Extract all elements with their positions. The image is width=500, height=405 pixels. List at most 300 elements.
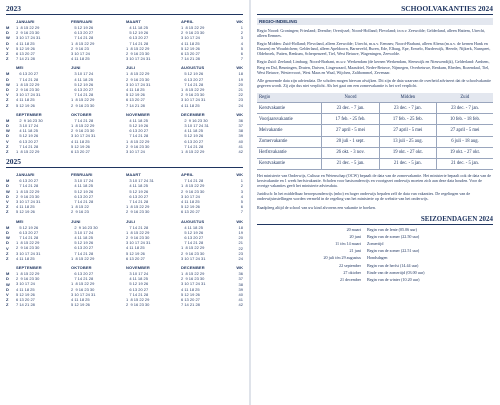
week-number: 3 [240,188,243,194]
vacation-title: SCHOOLVAKANTIES 2024 [257,4,493,15]
table-header: Zuid [437,93,494,103]
week-number: 38 [238,128,243,134]
vacation-name-cell: Herfstvakantie [257,147,322,158]
day-row: 5 12 19 26 [181,45,200,51]
day-row: 4 11 18 25 [16,40,35,46]
vacation-name-cell: Voorjaarsvakantie [257,114,322,125]
day-row: 3 10 17 24 31 [16,92,41,98]
day-row: 2 9 16 23 30 [126,76,150,82]
day-row: 3 10 17 24 31 [16,35,41,41]
weekday-letter: W [6,188,10,194]
month-name: JANUARI [16,172,35,178]
month-name: SEPTEMBER [16,265,42,271]
day-row: 3 10 17 24 [71,50,90,56]
week-number: 21 [238,87,243,93]
day-row: 5 12 19 26 [181,204,200,210]
week-number-column [233,19,243,61]
vacation-name-cell: Kerstvakantie [257,158,322,169]
day-row: 4 11 18 25 [126,86,145,92]
day-row: 3 10 17 24 31 [126,178,154,184]
day-row: 3 10 17 24 [181,35,200,41]
weekday-letter: Z [6,102,9,108]
day-row: 1 8 15 22 29 [181,148,205,154]
month-name: JUNI [71,218,81,224]
month-grid [126,65,178,107]
month-grid [71,219,123,261]
weekday-letter: V [6,199,9,205]
day-row: 2 9 16 23 30 [126,235,150,241]
day-row: 7 14 21 28 [71,35,94,41]
week-number-column [233,172,243,214]
advies-text: Alle genoemde data zijn adviesdata. De scholen mogen hiervan afwijken. Dit zijn de data waarvan de overheid adviseert dat de schoolvakantie gegeven wordt. Zij zijn dus niet verplicht. Als het gaat om een zomervakantie is het wel verplicht. [257,77,491,88]
month-name: JULI [126,65,136,71]
weekday-letter: Z [6,255,9,261]
day-row: 7 14 21 28 [181,143,204,149]
calendar-block [6,19,243,61]
seizoen-text: Hondsdagen [367,255,388,261]
vacation-date-cell: 19 okt. - 27 okt. [437,147,494,158]
weekday-column [6,265,16,307]
month-grid [181,265,233,307]
weekday-column [6,172,16,214]
day-row: 6 13 20 27 [71,245,94,251]
right-page [251,0,500,405]
day-row: 3 10 17 24 31 [126,56,151,62]
vacation-date-cell: 20 juli - 1 sept. [322,136,379,147]
month-grid [16,19,68,61]
day-row: 4 11 18 25 [71,56,90,62]
seizoen-text: Begin van de zomer (22.50 uur) [367,233,420,239]
week-number: 19 [238,76,243,82]
day-row: 3 10 17 24 31 [71,291,96,297]
seizoen-text: Einde van de zomertijd (03.00 uur) [367,269,425,275]
weekday-letter: D [6,76,9,82]
vacation-date-cell: 27 april - 5 mei [437,125,494,136]
month-name: NOVEMBER [126,111,150,117]
day-row: 3 10 17 24 31 [16,199,41,205]
day-row: 2 9 16 23 30 [16,276,40,282]
week-number: 36 [238,271,243,277]
day-row: 7 14 21 28 [126,40,149,46]
table-row [257,102,493,113]
month-grid [181,219,233,261]
weekday-letter: W [6,235,10,241]
calendar-block [6,265,243,307]
day-row: 1 8 15 22 29 [181,25,205,30]
day-row: 7 14 21 28 [16,143,39,149]
ocw-text: Het ministerie van Onderwijs, Cultuur en Wetenschap (OCW) bepaalt de data van de zomervakantie. Het ministerie bepaalt ook de data van de kerstvakantie en 1 week herfstvakantie. Scholen voor basisonderwijs en voortgezet onderwijs moeten zich aan deze data houden. Voor de overige vakanties geeft het ministerie adviesdata. [257,173,492,189]
weekday-letter: Z [6,51,9,57]
vacation-date-cell: 23 dec. - 7 jan. [437,102,494,113]
month-grid [71,65,123,107]
calendar-block [6,219,243,261]
month-name: MAART [126,19,141,24]
day-row: 5 12 19 26 [71,302,90,308]
day-row: 4 11 18 25 [181,102,200,108]
day-row: 4 11 18 25 [126,117,148,123]
month-name: MEI [16,218,24,224]
month-grid [181,172,233,214]
week-label: WK [236,218,243,224]
week-number: 22 [238,92,243,98]
weekday-letter: M [6,117,10,123]
day-row: 1 8 15 22 29 [126,297,150,303]
vacation-date-cell: 10 feb. - 18 feb. [437,114,494,125]
day-row: 2 9 16 23 30 [16,245,40,251]
day-row: 6 13 20 27 [126,286,149,292]
week-number: 5 [240,45,243,51]
seizoen-row [257,270,493,275]
day-row: 5 12 19 26 [16,102,35,108]
week-number: 23 [238,250,243,256]
week-number: 18 [238,224,243,230]
seizoen-row [257,227,493,232]
week-number: 39 [238,133,243,139]
weekday-letter: Z [6,250,9,256]
vacation-date-cell: 27 april - 5 mei [379,125,436,136]
day-row: 4 11 18 25 [71,297,90,303]
weekday-letter: D [6,193,9,199]
day-row: 7 14 21 28 [16,235,39,241]
day-row: 4 11 18 25 [16,255,35,261]
week-number: 1 [240,178,243,184]
day-row: 1 8 15 22 29 [16,188,40,194]
weekday-letter: Z [6,302,9,308]
seizoen-row [257,263,493,268]
month-name: OKTOBER [71,111,92,117]
week-number: 40 [238,291,243,297]
weekday-letter: W [6,128,10,134]
day-row: 7 14 21 28 [16,302,35,308]
day-row: 2 9 16 23 30 [16,117,43,123]
vacation-name-cell: Kerstvakantie [257,102,322,113]
month-grid [181,112,233,154]
weekday-letter: M [6,178,10,184]
month-grid [181,65,233,107]
weekday-letter: D [6,40,9,46]
seizoen-list [257,227,493,283]
table-row [257,147,493,158]
seizoen-row [257,241,493,246]
week-number: 18 [238,71,243,77]
week-number: 1 [240,25,243,30]
day-row: 7 14 21 28 [126,199,149,205]
day-row: 7 14 21 28 [71,117,94,123]
day-row: 7 14 21 28 [71,276,94,282]
vacation-date-cell: 23 dec. - 7 jan. [322,102,379,113]
day-row: 7 14 21 28 [181,178,204,184]
day-row: 3 10 17 24 [126,271,149,277]
week-number: 39 [238,286,243,292]
day-row: 2 9 16 23 30 [16,193,40,199]
day-row: 4 11 18 25 [126,25,148,30]
month-name: MEI [16,65,24,71]
day-row: 4 11 18 25 [71,183,93,189]
week-number: 2 [240,183,243,189]
year-heading-2025: 2025 [6,157,243,168]
day-row: 1 8 15 22 29 [181,271,205,277]
day-row: 4 11 18 25 [16,204,35,210]
day-row: 3 10 17 24 [181,193,200,199]
day-row: 7 14 21 28 [16,183,39,189]
weekday-letter: D [6,87,9,93]
week-number: 24 [238,255,243,261]
day-row: 1 8 15 22 29 [16,271,40,277]
day-row: 5 12 19 26 [126,188,149,194]
calendar-block [6,112,243,154]
month-grid [71,265,123,307]
day-row: 7 14 21 28 [71,199,94,205]
month-grid [71,112,123,154]
weekday-letter: W [6,81,10,87]
day-row: 6 13 20 27 [16,297,35,303]
weekday-column [6,19,16,61]
weekday-letter: W [6,35,10,41]
month-grid [126,19,178,61]
month-grid [71,172,123,214]
seizoen-date: 20 juli t/m 29 augustus [323,255,361,261]
seizoendagen-title: SEIZOENDAGEN 2024 [257,214,493,225]
raadpleeg-text: Raadpleeg altijd de school van uw kind alvorens een vakantie te boeken. [257,204,376,210]
weekday-letter: M [6,271,10,277]
weekday-letter: D [6,240,9,246]
juridisch-text: Juridisch: In het middelbaar beroepsonderwijs (mbo) en hoger onderwijs bepalen zelf de data van vakanties. De regelingen van de onderwijsinstellingen worden vermeld in de regeling van het ministerie op de website van het onderwijs. [257,191,471,202]
seizoen-text: Begin van de herfst (14.44 uur) [367,262,419,268]
day-row: 3 10 17 24 31 [16,250,41,256]
months-row [16,219,233,261]
day-row: 7 14 21 28 [126,102,145,108]
weekday-column [6,112,16,154]
day-row: 1 8 15 22 29 [16,25,40,30]
month-name: DECEMBER [181,265,205,271]
day-row: 6 13 20 27 [126,128,149,134]
day-row: 4 11 18 25 [126,245,145,251]
month-name: OKTOBER [71,265,92,271]
vacation-date-cell: 17 feb. - 25 feb. [379,114,436,125]
day-row: 7 14 21 28 [181,302,200,308]
month-grid [16,265,68,307]
vacation-date-cell: 17 feb. - 25 feb. [322,114,379,125]
week-label: WK [236,65,243,71]
week-number: 42 [238,149,243,155]
day-row: 1 8 15 22 [71,204,89,210]
seizoen-date: 20 maart [346,226,361,232]
vacation-date-cell: 21 dec. - 5 jan. [437,158,494,169]
seizoen-date: 21 juni [349,248,361,254]
week-number-column [233,265,243,307]
seizoen-row [257,277,493,282]
month-grid [71,19,123,61]
day-row: 5 12 19 26 [71,143,90,149]
calendar-block [6,65,243,107]
month-name: DECEMBER [181,111,205,117]
day-row: 2 9 16 23 30 [181,188,205,194]
day-row: 1 8 15 22 29 [16,81,40,87]
table-header: Regio [257,93,322,103]
month-grid [126,172,178,214]
months-row [16,172,233,214]
table-row [257,125,493,136]
day-row: 6 13 20 27 [126,97,145,103]
day-row: 7 14 21 28 [16,56,35,62]
week-number: 5 [240,199,243,205]
day-row: 3 10 17 24 [16,123,39,129]
month-name: APRIL [181,19,194,24]
day-row: 4 11 18 25 [16,286,35,292]
week-number-column [233,219,243,261]
week-number: 37 [238,276,243,282]
day-row: 5 12 19 26 [16,45,35,51]
day-row: 3 10 17 24 [16,281,35,287]
day-row: 7 14 21 28 [71,250,94,256]
day-row: 2 9 16 23 30 [181,92,205,98]
seizoen-date: 11 t/m 14 maart [335,241,361,247]
month-name: JANUARI [16,19,35,24]
day-row: 3 10 17 24 31 [181,97,206,103]
week-number: 3 [240,35,243,41]
seizoen-text: Zomertijd [367,241,384,247]
day-row: 6 13 20 27 [126,35,149,41]
week-number: 37 [238,123,243,129]
month-name: AUGUSTUS [181,218,205,224]
day-row: 4 11 18 25 [126,276,148,282]
weekday-letter: D [6,183,9,189]
table-row [257,114,493,125]
month-name: JULI [126,218,136,224]
day-row: 5 12 19 26 [181,229,204,235]
day-row: 7 14 21 28 [16,76,39,82]
calendar-block [6,172,243,214]
day-row: 2 9 16 23 30 [181,250,205,256]
month-grid [16,65,68,107]
day-row: 5 12 19 26 [126,281,149,287]
day-row: 1 8 15 22 29 [71,97,95,103]
week-number: 22 [238,245,243,251]
day-row: 3 10 17 24 [71,71,94,77]
day-row: 1 8 15 22 29 [126,138,150,144]
day-row: 1 8 15 22 29 [71,123,95,129]
week-number: 6 [240,204,243,210]
day-row: 5 12 19 26 [126,250,145,256]
week-number: 7 [240,56,243,62]
vacation-date-cell: 26 okt. - 3 nov. [322,147,379,158]
day-row: 3 10 17 24 31 [71,133,96,139]
seizoen-date: 20 juni [349,233,361,239]
weekday-letter: V [6,45,9,51]
weekday-letter: D [6,229,9,235]
day-row: 5 12 19 26 [16,291,35,297]
month-grid [16,172,68,214]
day-row: 6 13 20 27 [71,193,94,199]
day-row: 4 11 18 25 [181,199,200,205]
day-row: 6 13 20 27 [16,138,39,144]
weekday-letter: V [6,291,9,297]
table-row [257,158,493,169]
week-label: WK [236,111,243,117]
day-row: 1 8 15 22 29 [16,148,40,154]
seizoen-date: 21 december [339,277,361,283]
day-row: 5 12 19 26 [16,209,35,215]
day-row: 2 9 16 23 30 [71,286,95,292]
day-row: 3 10 17 24 [126,148,145,154]
day-row: 1 8 15 22 29 [181,183,205,189]
weekday-letter: Z [6,297,9,303]
day-row: 1 8 15 22 29 [126,45,150,51]
seizoen-text: Begin van de winter (10.20 uur) [367,277,420,283]
day-row: 2 9 16 23 30 [71,224,98,230]
weekday-letter: D [6,286,9,292]
day-row: 5 12 19 26 [181,71,204,77]
day-row: 6 13 20 27 [126,193,149,199]
month-grid [126,265,178,307]
day-row: 7 14 21 28 [71,92,94,98]
day-row: 3 10 17 24 [71,229,94,235]
day-row: 7 14 21 28 [126,133,149,139]
table-header: Noord [322,93,379,103]
table-row [257,136,493,147]
week-label: WK [236,172,243,178]
day-row: 2 9 16 23 [71,209,89,215]
day-row: 5 12 19 26 [71,25,94,30]
weekday-column [6,219,16,261]
regio-noord-text: Regio Noord: Groningen; Friesland; Drenthe; Overijssel; Noord-Holland; Flevoland; in n.v. Zeewolde; Gelderland, alleen Hattem, Utrecht, alleen Eemnes. [257,28,486,39]
day-row: 3 10 17 24 31 [181,255,206,261]
day-row: 4 11 18 25 [71,76,93,82]
day-row: 2 9 16 23 30 [126,209,150,215]
weekday-letter: V [6,92,9,98]
day-row: 5 12 19 26 [16,133,39,139]
vacation-name-cell: Zomervakantie [257,136,322,147]
weekday-letter: D [6,123,9,129]
weekday-letter: D [6,276,9,282]
week-number: 41 [238,143,243,149]
day-row: 3 10 17 24 31 [126,240,151,246]
day-row: 5 12 19 26 [181,291,200,297]
vacation-date-cell: 19 okt. - 27 okt. [379,147,436,158]
month-name: MAART [126,172,141,178]
week-number: 19 [238,229,243,235]
weekday-letter: Z [6,209,9,215]
day-row: 4 11 18 25 [181,224,203,230]
month-grid [126,219,178,261]
day-row: 5 12 19 26 [126,30,149,36]
table-body [257,102,493,169]
regio-midden-text: Regio Midden: Zuid-Holland; Flevoland, alleen Zeewolde; Utrecht, m.u.v. Eemnes; Noord-Brabant, alleen Altena (m.u.v. de kernen Hank en Dussen) en Woudrichem; Gelderland, alleen Apeldoorn, Barneveld, Buren, Ede, Elburg, Epe, Ermelo, Harderwijk, Heerde, Nijkerk, Nunspeet, Oldebroek, Putten, Renkum, Scherpenzeel, Tiel, West Betuwe, Wageningen, Zeewolde. [257,41,491,57]
day-row: 6 13 20 27 [16,229,39,235]
day-row: 4 11 18 25 [16,97,35,103]
weekday-letter: Z [6,204,9,210]
weekday-letter: Z [6,56,9,62]
day-row: 1 8 15 22 29 [16,240,40,246]
month-name: APRIL [181,172,194,178]
day-row: 6 13 20 27 [16,71,39,77]
day-row: 1 8 15 22 29 [71,40,95,46]
vacation-date-cell: 27 april - 5 mei [322,125,379,136]
seizoen-row [257,234,493,239]
day-row: 4 11 18 25 [71,138,90,144]
day-row: 3 10 17 24 31 [181,281,206,287]
day-row: 6 13 20 27 [16,178,39,184]
day-row: 3 10 17 24 31 [181,123,209,129]
day-row: 4 11 18 25 [181,40,200,46]
month-name: JUNI [71,65,81,71]
seizoen-text: Begin van de lente (05.06 uur) [367,226,418,232]
day-row: 6 13 20 27 [71,148,90,154]
day-row: 6 13 20 27 [71,30,94,36]
day-row: 4 11 18 25 [181,286,200,292]
day-row: 7 14 21 28 [181,240,204,246]
weekday-letter: V [6,138,9,144]
